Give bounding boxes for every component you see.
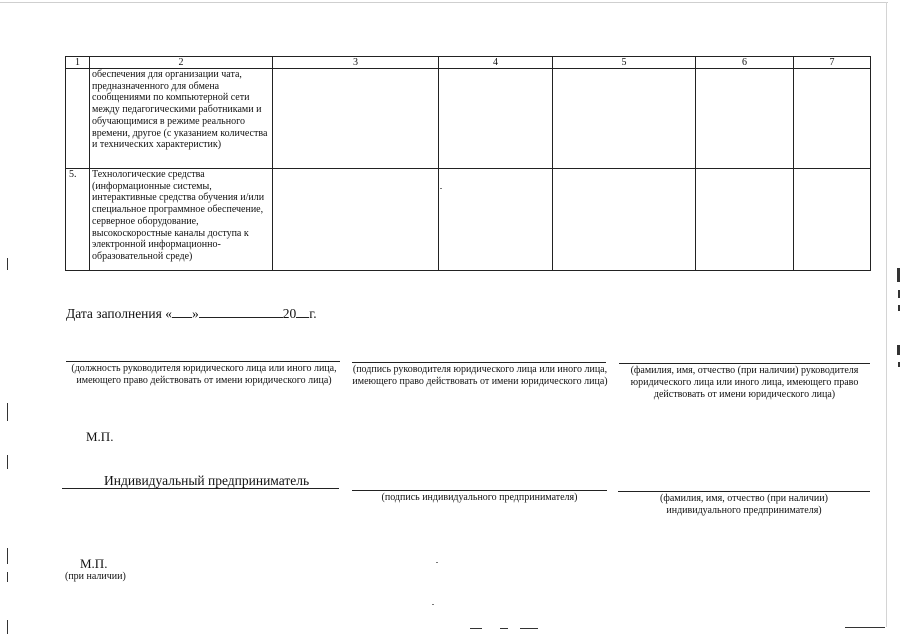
column-header: 6 bbox=[696, 57, 794, 69]
table-row bbox=[66, 69, 871, 169]
column-header: 4 bbox=[439, 57, 553, 69]
year-prefix: 20 bbox=[282, 306, 297, 321]
scan-artifact bbox=[898, 290, 900, 298]
month-blank[interactable] bbox=[199, 305, 283, 318]
date-suffix: г. bbox=[309, 306, 317, 321]
scan-artifact bbox=[500, 628, 508, 629]
position-caption: (должность руководителя юридического лица или иного лица, имеющего право действовать от имени юридического лица) bbox=[71, 363, 337, 386]
entrepreneur-title-line bbox=[62, 488, 339, 489]
table-cell bbox=[553, 69, 696, 169]
table-cell bbox=[553, 169, 696, 271]
scan-artifact bbox=[7, 572, 8, 582]
entrepreneur-title: Индивидуальный предприниматель bbox=[104, 473, 310, 488]
fill-date-line bbox=[66, 305, 317, 322]
column-header: 2 bbox=[90, 57, 273, 69]
entrepreneur-signature-caption: (подпись индивидуального предпринимателя) bbox=[381, 492, 578, 503]
scan-artifact bbox=[520, 628, 538, 629]
resources-table bbox=[65, 56, 871, 271]
signature-line[interactable] bbox=[352, 362, 606, 363]
table-cell-number bbox=[66, 69, 90, 169]
scan-artifact bbox=[7, 258, 8, 270]
table-cell bbox=[273, 69, 439, 169]
table-cell bbox=[794, 69, 871, 169]
scan-artifact bbox=[432, 604, 434, 605]
table-cell bbox=[439, 69, 553, 169]
position-line[interactable] bbox=[66, 361, 340, 362]
table-cell bbox=[696, 169, 794, 271]
scan-artifact bbox=[7, 403, 8, 421]
table-cell bbox=[794, 169, 871, 271]
table-cell bbox=[273, 169, 439, 271]
table-cell-number: 5. bbox=[66, 169, 90, 271]
date-prefix: Дата заполнения « bbox=[66, 306, 172, 321]
table-cell bbox=[439, 169, 553, 271]
page-border-right bbox=[886, 2, 887, 627]
table-cell-description: обеспечения для организации чата, предназначенного для обмена сообщениями по компьютерной сети между педагогическими работниками и обучающимися в режиме реального времени, другое (с указанием количества и технических характеристик) bbox=[90, 69, 273, 169]
table-cell-description: Технологические средства (информационные системы, интерактивные средства обучения и/или специальное программное обеспечение, серверное оборудование, высокоскоростные каналы доступа к электронной информационно-образовательной среде) bbox=[90, 169, 273, 271]
scan-artifact bbox=[897, 268, 900, 282]
page-border-top bbox=[0, 2, 888, 3]
stamp-label: М.П. bbox=[86, 429, 114, 444]
name-caption: (фамилия, имя, отчество (при наличии) руководителя юридического лица или иного лица, имеющего право действовать от имени юридического лица) bbox=[630, 365, 859, 400]
column-header: 3 bbox=[273, 57, 439, 69]
year-blank[interactable] bbox=[296, 305, 309, 318]
entrepreneur-stamp-note: (при наличии) bbox=[65, 571, 126, 582]
entrepreneur-signature-line[interactable] bbox=[352, 490, 607, 491]
scan-artifact bbox=[7, 620, 8, 634]
scan-artifact bbox=[898, 305, 900, 311]
day-blank[interactable] bbox=[172, 305, 192, 318]
entrepreneur-stamp-label: М.П. bbox=[80, 556, 108, 571]
scan-artifact bbox=[470, 628, 482, 629]
scan-artifact bbox=[897, 345, 900, 355]
column-header: 7 bbox=[794, 57, 871, 69]
column-header: 5 bbox=[553, 57, 696, 69]
column-header: 1 bbox=[66, 57, 90, 69]
name-line[interactable] bbox=[619, 363, 870, 364]
scan-artifact bbox=[7, 455, 8, 469]
table-header-row bbox=[66, 57, 871, 69]
date-mid: » bbox=[191, 306, 199, 321]
scan-artifact bbox=[436, 562, 438, 563]
entrepreneur-name-line[interactable] bbox=[618, 491, 870, 492]
table-cell bbox=[696, 69, 794, 169]
table-row bbox=[66, 169, 871, 271]
entrepreneur-name-caption: (фамилия, имя, отчество (при наличии) индивидуального предпринимателя) bbox=[660, 493, 828, 516]
scan-artifact bbox=[845, 627, 885, 628]
scan-artifact bbox=[7, 548, 8, 564]
scan-artifact bbox=[440, 188, 442, 189]
scan-artifact bbox=[898, 362, 900, 367]
signature-caption: (подпись руководителя юридического лица или иного лица, имеющего право действовать от имени юридического лица) bbox=[352, 364, 608, 387]
